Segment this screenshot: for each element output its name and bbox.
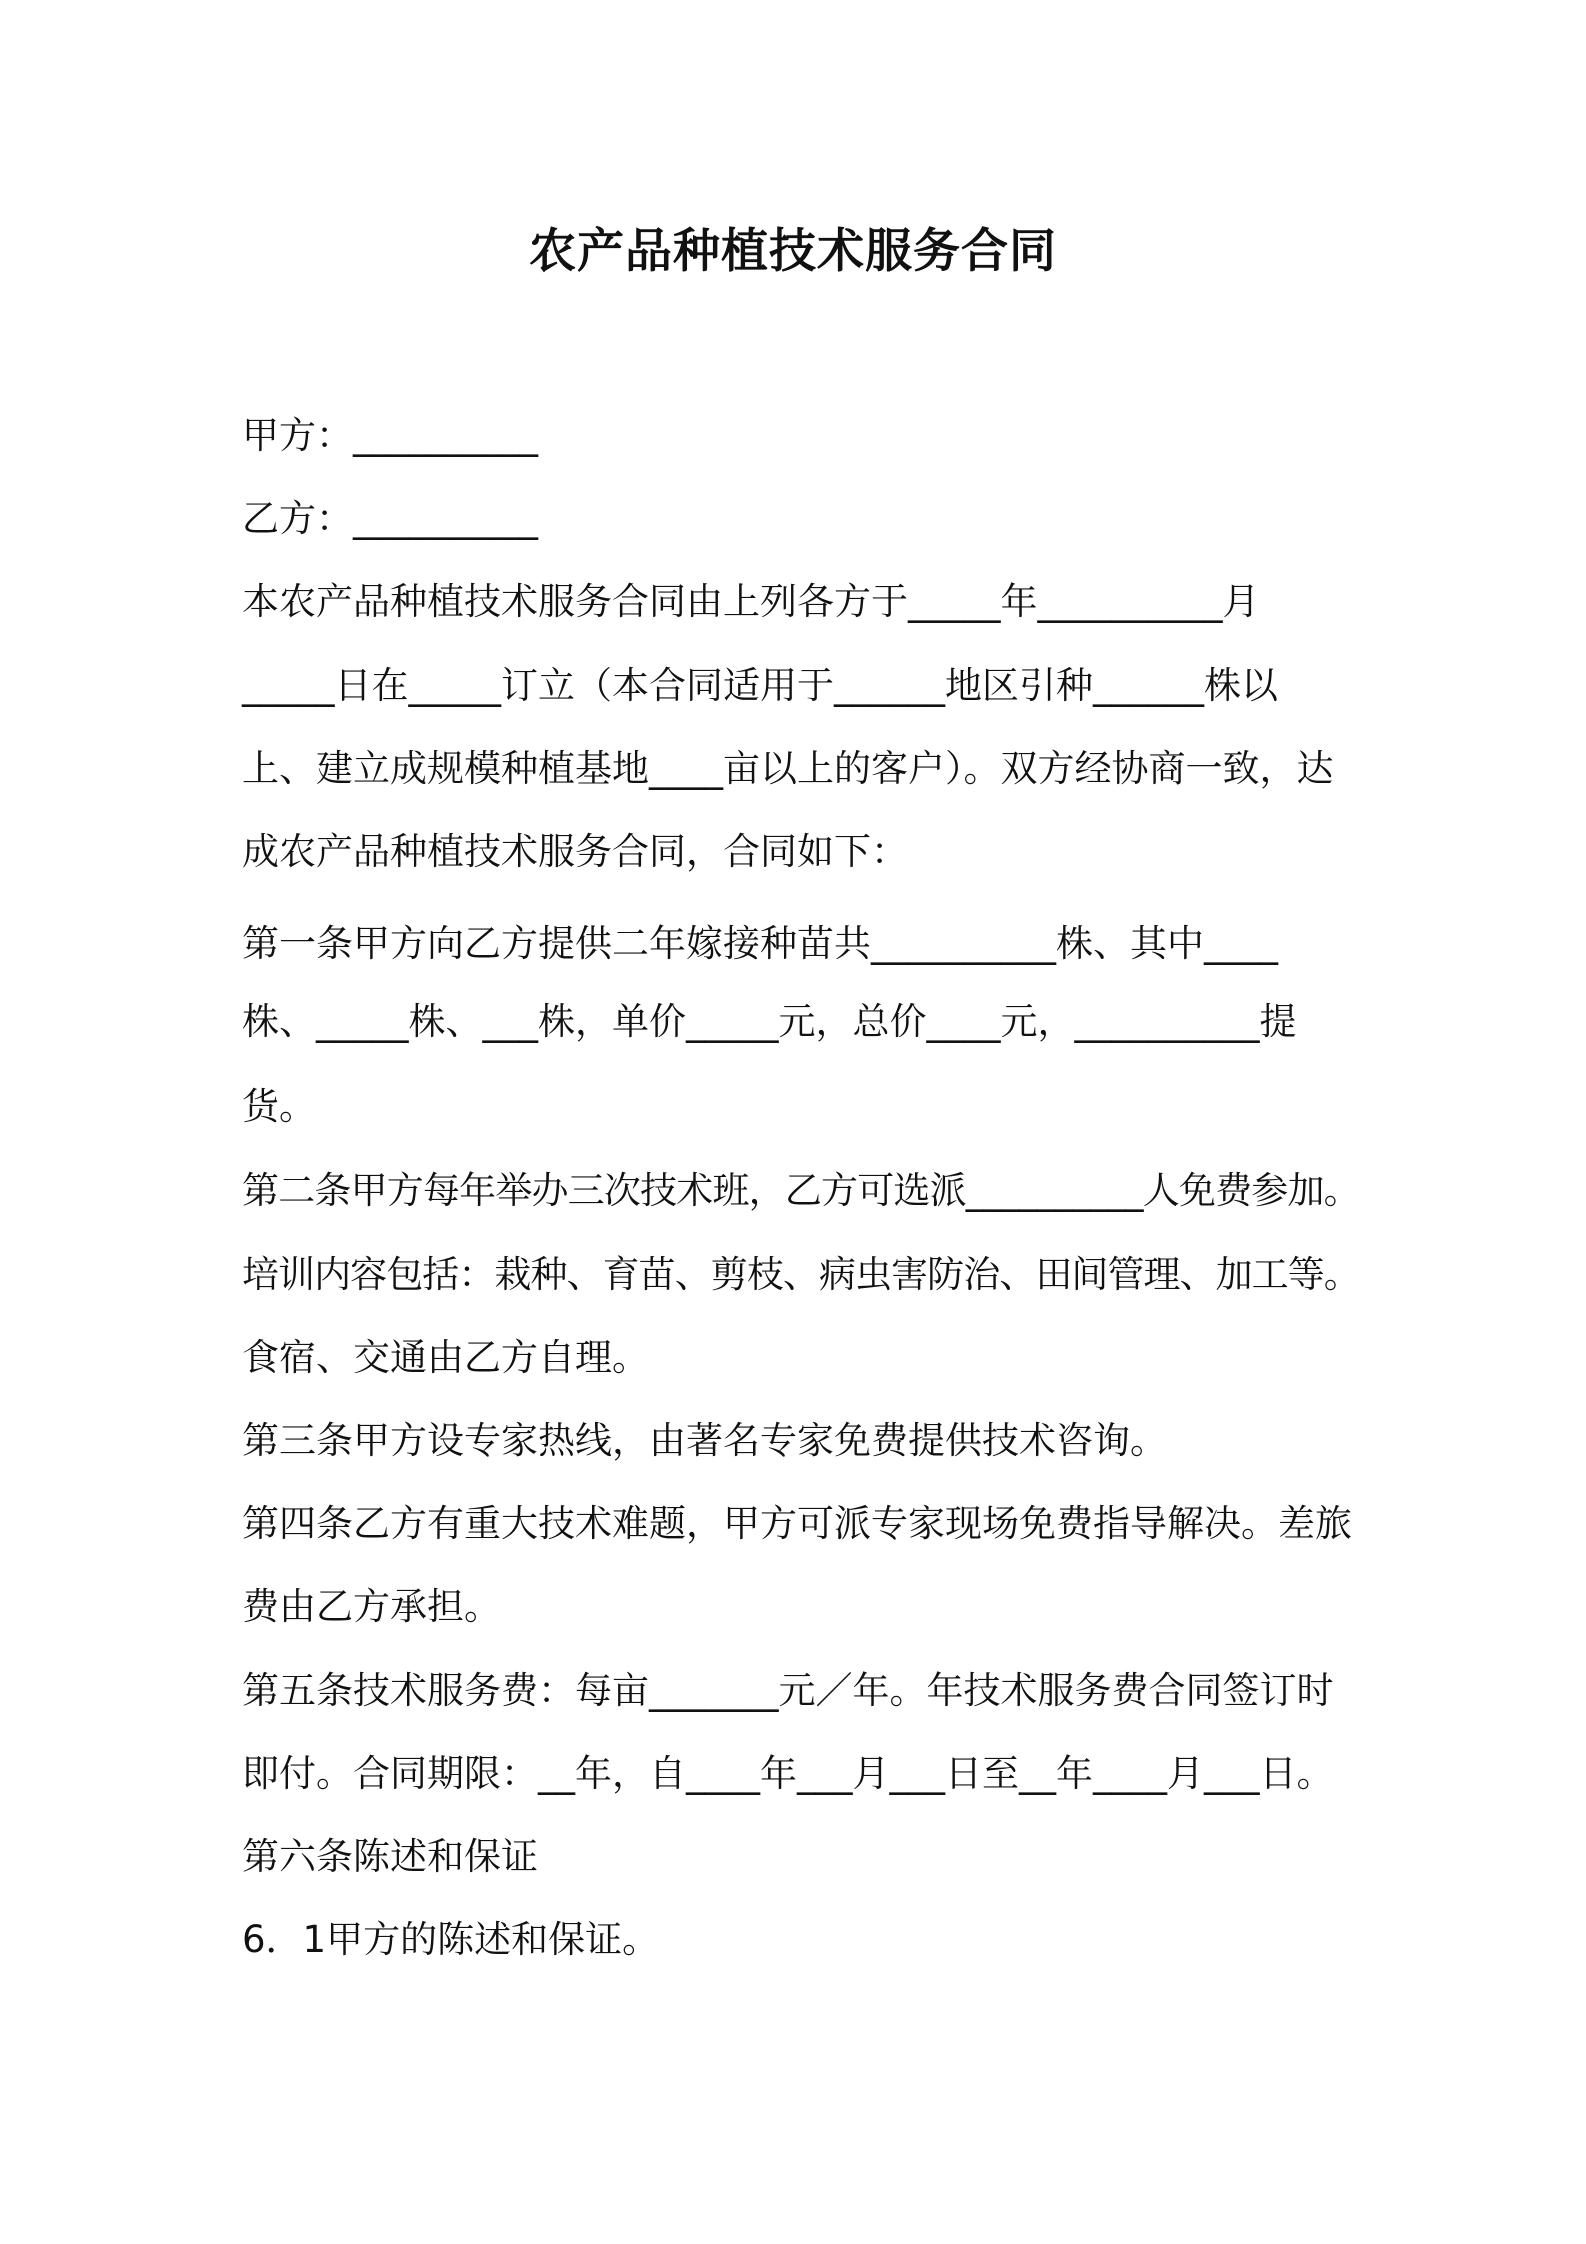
article-2-line-1: 第二条甲方每年举办三次技术班，乙方可选派__________人免费参加。 — [242, 1169, 1360, 1212]
preamble-line-2: _____日在_____订立（本合同适用于______地区引种______株以 — [242, 664, 1278, 707]
article-6-1-line: 6．1甲方的陈述和保证。 — [242, 1918, 660, 1961]
article-5-line-1: 第五条技术服务费：每亩_______元／年。年技术服务费合同签订时 — [242, 1669, 1334, 1712]
article-1-line-1: 第一条甲方向乙方提供二年嫁接种苗共__________株、其中____ — [242, 922, 1278, 965]
article-6-heading: 第六条陈述和保证 — [242, 1835, 538, 1878]
article-2-line-3: 食宿、交通由乙方自理。 — [242, 1336, 649, 1379]
article-4-line-1: 第四条乙方有重大技术难题，甲方可派专家现场免费指导解决。差旅 — [242, 1502, 1352, 1545]
party-a-line: 甲方：__________ — [242, 414, 538, 457]
preamble-line-3: 上、建立成规模种植基地____亩以上的客户）。双方经协商一致，达 — [242, 747, 1334, 790]
preamble-line-4: 成农产品种植技术服务合同，合同如下： — [242, 830, 908, 873]
article-1-line-3: 货。 — [242, 1085, 316, 1128]
article-5-line-2: 即付。合同期限：__年，自____年___月___日至__年____月___日。 — [242, 1752, 1334, 1795]
article-1-line-2: 株、_____株、___株，单价_____元，总价____元，__________提 — [242, 1000, 1297, 1043]
article-2-line-2: 培训内容包括：栽种、育苗、剪枝、病虫害防治、田间管理、加工等。 — [242, 1253, 1360, 1296]
article-3-line: 第三条甲方设专家热线，由著名专家免费提供技术咨询。 — [242, 1419, 1167, 1462]
party-b-line: 乙方：__________ — [242, 497, 538, 540]
preamble-line-1: 本农产品种植技术服务合同由上列各方于_____年__________月 — [242, 580, 1260, 623]
article-4-line-2: 费由乙方承担。 — [242, 1585, 501, 1628]
document-title: 农产品种植技术服务合同 — [529, 224, 1057, 279]
